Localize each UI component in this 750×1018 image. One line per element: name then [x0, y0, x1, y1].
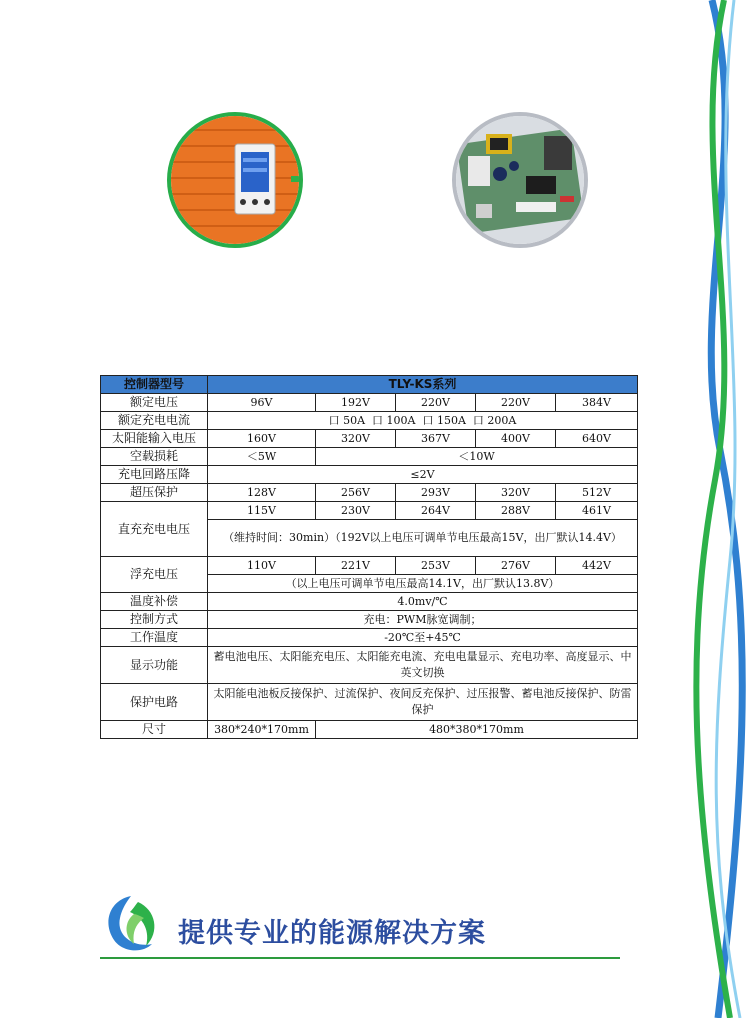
size-label: 尺寸 [101, 721, 208, 739]
spec-table [100, 375, 638, 739]
footer-slogan: 提供专业的能源解决方案 [178, 918, 486, 949]
table-cell: 480*380*170mm [316, 721, 638, 739]
temp-comp-label: 温度补偿 [101, 593, 208, 611]
table-row [101, 484, 638, 502]
direct-charge-note: （维持时间：30min）（192V以上电压可调单节电压最高15V，出厂默认14.4V） [208, 520, 638, 557]
table-cell: 110V [208, 557, 316, 575]
no-load-label: 空载损耗 [101, 448, 208, 466]
table-cell: 192V [316, 394, 396, 412]
table-row [101, 721, 638, 739]
table-cell: -20℃至+45℃ [208, 629, 638, 647]
rated-current-label: 额定充电电流 [101, 412, 208, 430]
table-cell: 220V [396, 394, 476, 412]
table-row [101, 611, 638, 629]
model-value: TLY-KS系列 [208, 376, 638, 394]
over-voltage-label: 超压保护 [101, 484, 208, 502]
table-row [101, 647, 638, 684]
table-cell: 221V [316, 557, 396, 575]
table-cell: 256V [316, 484, 396, 502]
display-value: 蓄电池电压、太阳能充电压、太阳能充电流、充电电量显示、充电功率、高度显示、中英文切换 [208, 647, 638, 684]
table-cell: 230V [316, 502, 396, 520]
table-cell: 640V [556, 430, 638, 448]
table-cell: 293V [396, 484, 476, 502]
table-cell: 96V [208, 394, 316, 412]
table-cell: 160V [208, 430, 316, 448]
table-row [101, 593, 638, 611]
display-label: 显示功能 [101, 647, 208, 684]
table-row [101, 448, 638, 466]
model-label: 控制器型号 [101, 376, 208, 394]
table-cell: 264V [396, 502, 476, 520]
protection-value: 太阳能电池板反接保护、过流保护、夜间反充保护、过压报警、蓄电池反接保护、防雷保护 [208, 684, 638, 721]
control-mode-label: 控制方式 [101, 611, 208, 629]
table-cell: 320V [316, 430, 396, 448]
work-temp-label: 工作温度 [101, 629, 208, 647]
table-cell: ＜5W [208, 448, 316, 466]
table-cell: ＜10W [316, 448, 638, 466]
table-cell: 220V [476, 394, 556, 412]
table-row [101, 502, 638, 520]
table-cell: 367V [396, 430, 476, 448]
table-cell: 320V [476, 484, 556, 502]
table-cell: 4.0mv/℃ [208, 593, 638, 611]
decorative-ribbon [690, 0, 750, 1018]
float-charge-label: 浮充电压 [101, 557, 208, 593]
footer-divider [100, 957, 620, 959]
table-cell: 384V [556, 394, 638, 412]
table-cell: 512V [556, 484, 638, 502]
table-cell: 400V [476, 430, 556, 448]
table-cell: 442V [556, 557, 638, 575]
table-cell: 288V [476, 502, 556, 520]
table-cell: 充电：PWM脉宽调制； [208, 611, 638, 629]
float-charge-note: （以上电压可调单节电压最高14.1V，出厂默认13.8V） [208, 575, 638, 593]
table-row [101, 430, 638, 448]
table-header-row [101, 376, 638, 394]
controller-unit-photo [167, 112, 303, 248]
rated-current-value: 口 50A 口 100A 口 150A 口 200A [208, 412, 638, 430]
table-row [101, 557, 638, 575]
table-row [101, 394, 638, 412]
table-cell: 461V [556, 502, 638, 520]
protection-label: 保护电路 [101, 684, 208, 721]
solar-input-label: 太阳能输入电压 [101, 430, 208, 448]
table-cell: 128V [208, 484, 316, 502]
leaf-swirl-logo-icon [100, 892, 162, 956]
table-cell: ≤2V [208, 466, 638, 484]
table-cell: 276V [476, 557, 556, 575]
table-row [101, 412, 638, 430]
direct-charge-label: 直充充电电压 [101, 502, 208, 557]
circuit-board-photo [452, 112, 588, 248]
table-cell: 115V [208, 502, 316, 520]
table-row [101, 684, 638, 721]
table-cell: 253V [396, 557, 476, 575]
table-cell: 380*240*170mm [208, 721, 316, 739]
table-row [101, 466, 638, 484]
table-row [101, 629, 638, 647]
voltage-drop-label: 充电回路压降 [101, 466, 208, 484]
rated-voltage-label: 额定电压 [101, 394, 208, 412]
